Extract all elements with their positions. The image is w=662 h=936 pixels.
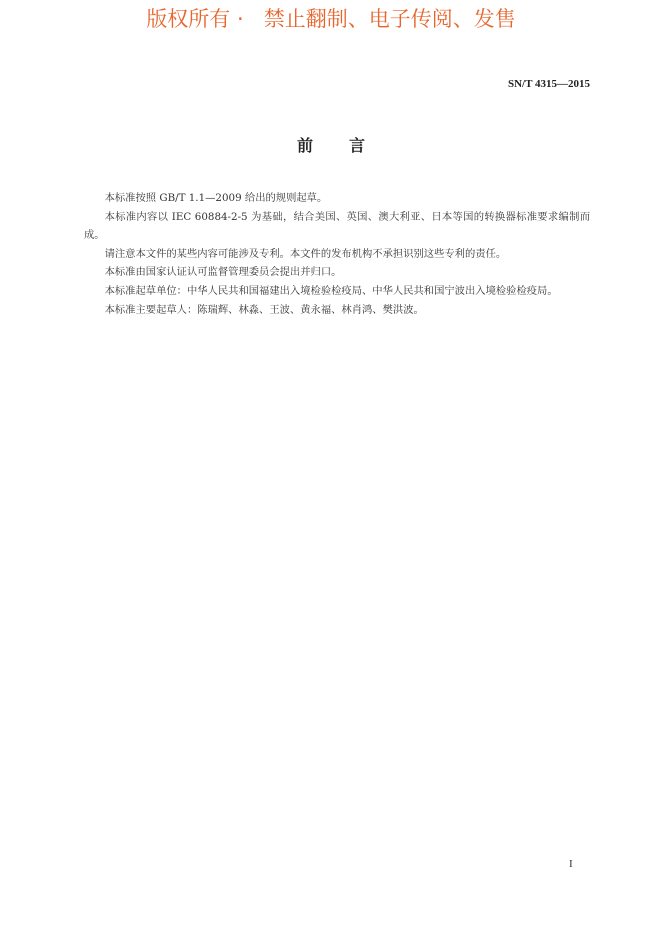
paragraph-drafting-rules: 本标准按照 GB/T 1.1—2009 给出的规则起草。 [104, 192, 328, 204]
page-number: I [569, 858, 573, 870]
foreword-body [84, 189, 590, 319]
paragraph-proposer: 本标准由国家认证认可监督管理委员会提出并归口。 [104, 266, 342, 279]
page-title: 前言 [296, 136, 401, 155]
paragraph-drafters: 本标准主要起草人：陈瑞辉、林淼、王波、黄永福、林肖鸿、樊洪波。 [104, 303, 424, 316]
paragraph-basis: 本标准内容以 IEC 60884-2-5 为基础，结合美国、英国、澳大利亚、日本等国的转换器标准要求编制而成。 [84, 210, 590, 242]
paragraph-drafting-units: 本标准起草单位：中华人民共和国福建出入境检验检疫局、中华人民共和国宁波出入境检验检疫局。 [104, 284, 558, 297]
paragraph-patent-notice: 请注意本文件的某些内容可能涉及专利。本文件的发布机构不承担识别这些专利的责任。 [104, 247, 507, 260]
standard-code: SN/T 4315—2015 [507, 78, 590, 90]
copyright-watermark: 版权所有 · 禁止翻制、电子传阅、发售 [146, 7, 516, 31]
